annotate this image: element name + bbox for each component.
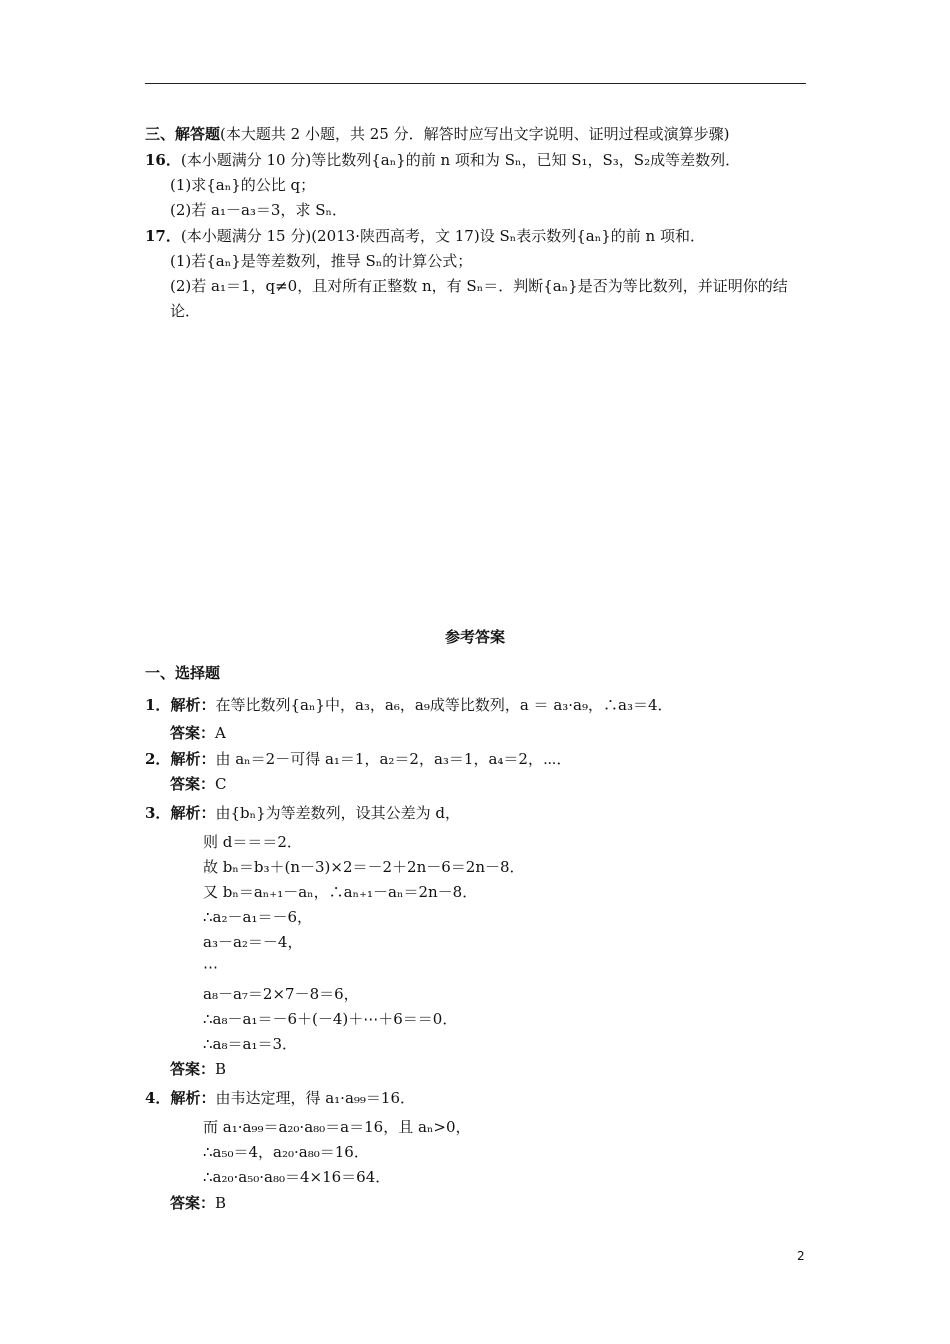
analysis-text: 由{bₙ}为等差数列，设其公差为 d， [215, 804, 461, 822]
question-text: (本小题满分 15 分)(2013·陕西高考，文 17)设 Sₙ表示数列{aₙ}的前 n 项和． [180, 227, 705, 245]
answer-choice: A [215, 724, 226, 742]
page-number: 2 [797, 1249, 805, 1263]
analysis-text: 由 aₙ＝2－可得 a₁＝1，a₂＝2，a₃＝1，a₄＝2，⋯． [215, 750, 572, 768]
analysis-label: 解析： [170, 804, 216, 822]
answer-4-result [170, 1193, 226, 1213]
answer-4-step: ∴a₅₀＝4，a₂₀·a₈₀＝16． [203, 1143, 369, 1161]
question-number: 17． [145, 227, 181, 245]
answer-4-step: ∴a₂₀·a₅₀·a₈₀＝4×16＝64． [203, 1168, 391, 1186]
answer-2-analysis [145, 749, 571, 769]
answer-3-step: 又 bₙ＝aₙ₊₁－aₙ，∴aₙ₊₁－aₙ＝2n－8． [203, 883, 478, 901]
answer-choice: B [215, 1060, 227, 1078]
question-17-part-2-line-2: 论． [170, 302, 201, 320]
section-note: (本大题共 2 小题，共 25 分．解答时应写出文字说明、证明过程或演算步骤) [220, 125, 730, 143]
answer-label: 答案： [170, 724, 216, 742]
answer-4-analysis [145, 1088, 415, 1108]
answer-number: 3． [145, 804, 171, 822]
answer-choice: B [215, 1194, 227, 1212]
section-title: 三、解答题 [145, 125, 221, 143]
analysis-text: 在等比数列{aₙ}中，a₃，a₆，a₉成等比数列，a ＝ a₃·a₉，∴a₃＝4． [215, 696, 673, 714]
answer-3-result [170, 1059, 226, 1079]
answers-title: 参考答案 [444, 628, 505, 646]
answer-3-step: a₃－a₂＝－4， [203, 933, 303, 951]
question-16-part-2: (2)若 a₁－a₃＝3，求 Sₙ． [170, 201, 348, 219]
question-text: (本小题满分 10 分)等比数列{aₙ}的前 n 项和为 Sₙ，已知 S₁，S₃，S₂成等差数列． [180, 151, 741, 169]
question-17-stem [145, 226, 705, 246]
answer-label: 答案： [170, 775, 216, 793]
section-heading [145, 124, 729, 144]
answer-3-step: ∴a₂－a₁＝－6， [203, 908, 312, 926]
analysis-label: 解析： [170, 750, 216, 768]
answer-3-step: ⋯ [203, 958, 218, 976]
analysis-label: 解析： [170, 696, 216, 714]
analysis-label: 解析： [170, 1089, 216, 1107]
question-16-part-1: (1)求{aₙ}的公比 q； [170, 176, 316, 194]
question-17-part-1: (1)若{aₙ}是等差数列，推导 Sₙ的计算公式； [170, 252, 473, 270]
answer-1-analysis [145, 695, 673, 715]
answers-section-title: 一、选择题 [145, 664, 221, 682]
answer-3-step: 则 d＝＝＝2． [203, 833, 302, 851]
question-16-stem [145, 150, 740, 170]
answer-4-step: 而 a₁·a₉₉＝a₂₀·a₈₀＝a＝16，且 aₙ>0， [203, 1118, 471, 1136]
answer-1-result [170, 723, 226, 743]
answer-3-step: 故 bₙ＝b₃＋(n－3)×2＝－2＋2n－6＝2n－8． [203, 858, 525, 876]
analysis-text: 由韦达定理，得 a₁·a₉₉＝16． [215, 1089, 416, 1107]
answer-3-step: ∴a₈＝a₁＝3． [203, 1035, 297, 1053]
answer-number: 2． [145, 750, 171, 768]
answer-2-result [170, 774, 227, 794]
answer-3-step: a₈－a₇＝2×7－8＝6， [203, 985, 359, 1003]
question-number: 16． [145, 151, 181, 169]
answer-choice: C [215, 775, 227, 793]
answer-label: 答案： [170, 1060, 216, 1078]
answer-3-step: ∴a₈－a₁＝－6＋(－4)＋⋯＋6＝＝0． [203, 1010, 458, 1028]
header-rule [145, 83, 806, 84]
answer-number: 4． [145, 1089, 171, 1107]
question-17-part-2-line-1: (2)若 a₁＝1，q≠0，且对所有正整数 n，有 Sₙ＝．判断{aₙ}是否为等比数列，并证明你的结 [170, 277, 788, 295]
answer-3-analysis [145, 803, 460, 823]
answer-number: 1． [145, 696, 171, 714]
answer-label: 答案： [170, 1194, 216, 1212]
